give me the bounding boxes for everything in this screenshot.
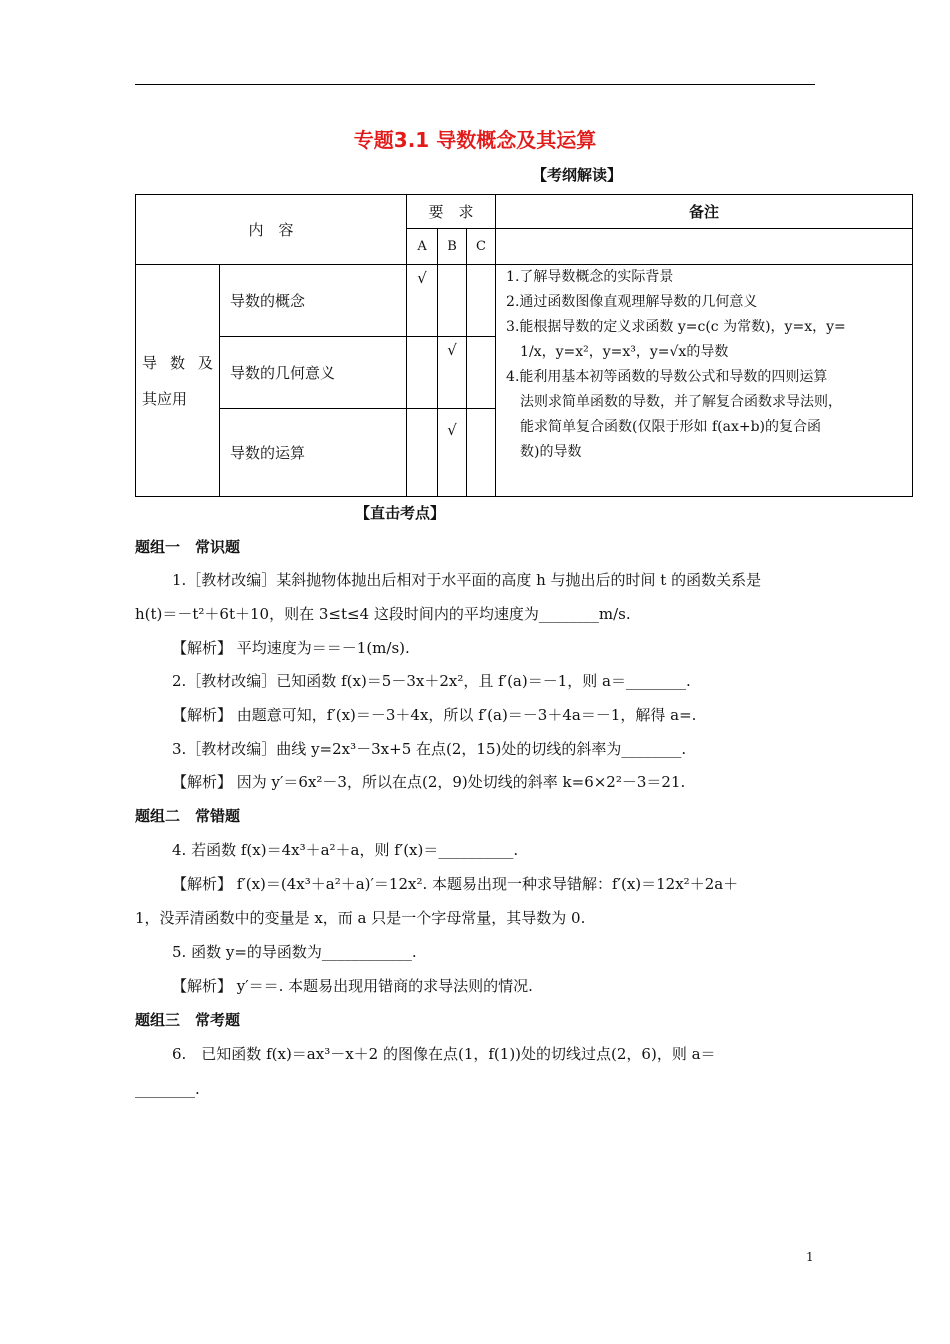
topic-operations: 导数的运算: [220, 409, 407, 497]
check-geometric-b: √: [438, 337, 467, 409]
level-b: B: [438, 229, 467, 265]
group-label: 导 数 及 其应用: [136, 265, 220, 497]
question-1: 1.［教材改编］某斜抛物体抛出后相对于水平面的高度 h 与抛出后的时间 t 的函数关系是: [172, 571, 762, 589]
question-3: 3.［教材改编］曲线 y=2x³－3x+5 在点(2，15)处的切线的斜率为________.: [172, 740, 687, 758]
page-title: 专题3.1 导数概念及其运算: [353, 128, 597, 152]
question-6: 6. 已知函数 f(x)＝ax³－x＋2 的图像在点(1，f(1))处的切线过点(2，6)，则 a＝: [172, 1045, 716, 1063]
answer-4-cont: 1，没弄清函数中的变量是 x，而 a 只是一个字母常量，其导数为 0.: [135, 909, 586, 927]
header-requirement: 要 求: [407, 195, 496, 229]
question-2: 2.［教材改编］已知函数 f(x)＝5－3x＋2x²，且 f′(a)＝－1，则 a＝________.: [172, 672, 691, 690]
answer-4: 【解析】 f′(x)＝(4x³＋a²＋a)′＝12x². 本题易出现一种求导错解：f′(x)＝12x²＋2a＋: [172, 875, 739, 893]
question-1-cont: h(t)＝－t²＋6t＋10，则在 3≤t≤4 这段时间内的平均速度为________m/s.: [135, 605, 631, 623]
answer-3: 【解析】 因为 y′＝6x²－3，所以在点(2，9)处切线的斜率 k=6×2²－3＝21.: [172, 773, 686, 791]
group-heading-3: 题组三 常考题: [135, 1011, 241, 1029]
question-4: 4. 若函数 f(x)＝4x³＋a²＋a，则 f′(x)＝__________.: [172, 841, 519, 859]
note-4-cont-1: 法则求简单函数的导数，并了解复合函数求导法则，: [520, 394, 843, 410]
answer-1: 【解析】 平均速度为＝＝－1(m/s).: [172, 639, 410, 657]
header-rule: [135, 84, 815, 85]
notes-spacer: [496, 229, 913, 265]
topic-concept: 导数的概念: [220, 265, 407, 337]
level-c: C: [467, 229, 496, 265]
answer-5: 【解析】 y′＝＝. 本题易出现用错商的求导法则的情况.: [172, 977, 533, 995]
notes-cell: [496, 265, 913, 497]
note-4-cont-2: 能求简单复合函数(仅限于形如 f(ax+b)的复合函: [520, 419, 821, 435]
header-content: 内 容: [136, 195, 407, 265]
question-5: 5. 函数 y=的导函数为____________.: [172, 943, 417, 961]
page-number: 1: [806, 1250, 814, 1264]
check-concept-a: √: [407, 265, 438, 337]
answer-2: 【解析】 由题意可知，f′(x)＝－3＋4x，所以 f′(a)＝－3＋4a＝－1，解得 a=.: [172, 706, 697, 724]
note-1: 1.了解导数概念的实际背景: [506, 269, 674, 285]
note-4-cont-3: 数)的导数: [520, 444, 582, 460]
level-a: A: [407, 229, 438, 265]
question-6-cont: ________.: [135, 1080, 200, 1098]
topic-geometric: 导数的几何意义: [220, 337, 407, 409]
note-2: 2.通过函数图像直观理解导数的几何意义: [506, 294, 758, 310]
section-heading-practice: 【直击考点】: [355, 504, 446, 522]
syllabus-table: [135, 194, 913, 497]
group-heading-1: 题组一 常识题: [135, 538, 241, 556]
check-operations-b: √: [438, 409, 467, 497]
header-notes: 备注: [496, 195, 913, 229]
note-3-cont: 1/x，y=x²，y=x³，y=√x的导数: [520, 344, 729, 360]
note-3: 3.能根据导数的定义求函数 y=c(c 为常数)，y=x，y=: [506, 319, 846, 335]
group-heading-2: 题组二 常错题: [135, 807, 241, 825]
section-heading-syllabus: 【考纲解读】: [532, 166, 623, 184]
note-4: 4.能利用基本初等函数的导数公式和导数的四则运算: [506, 369, 828, 385]
